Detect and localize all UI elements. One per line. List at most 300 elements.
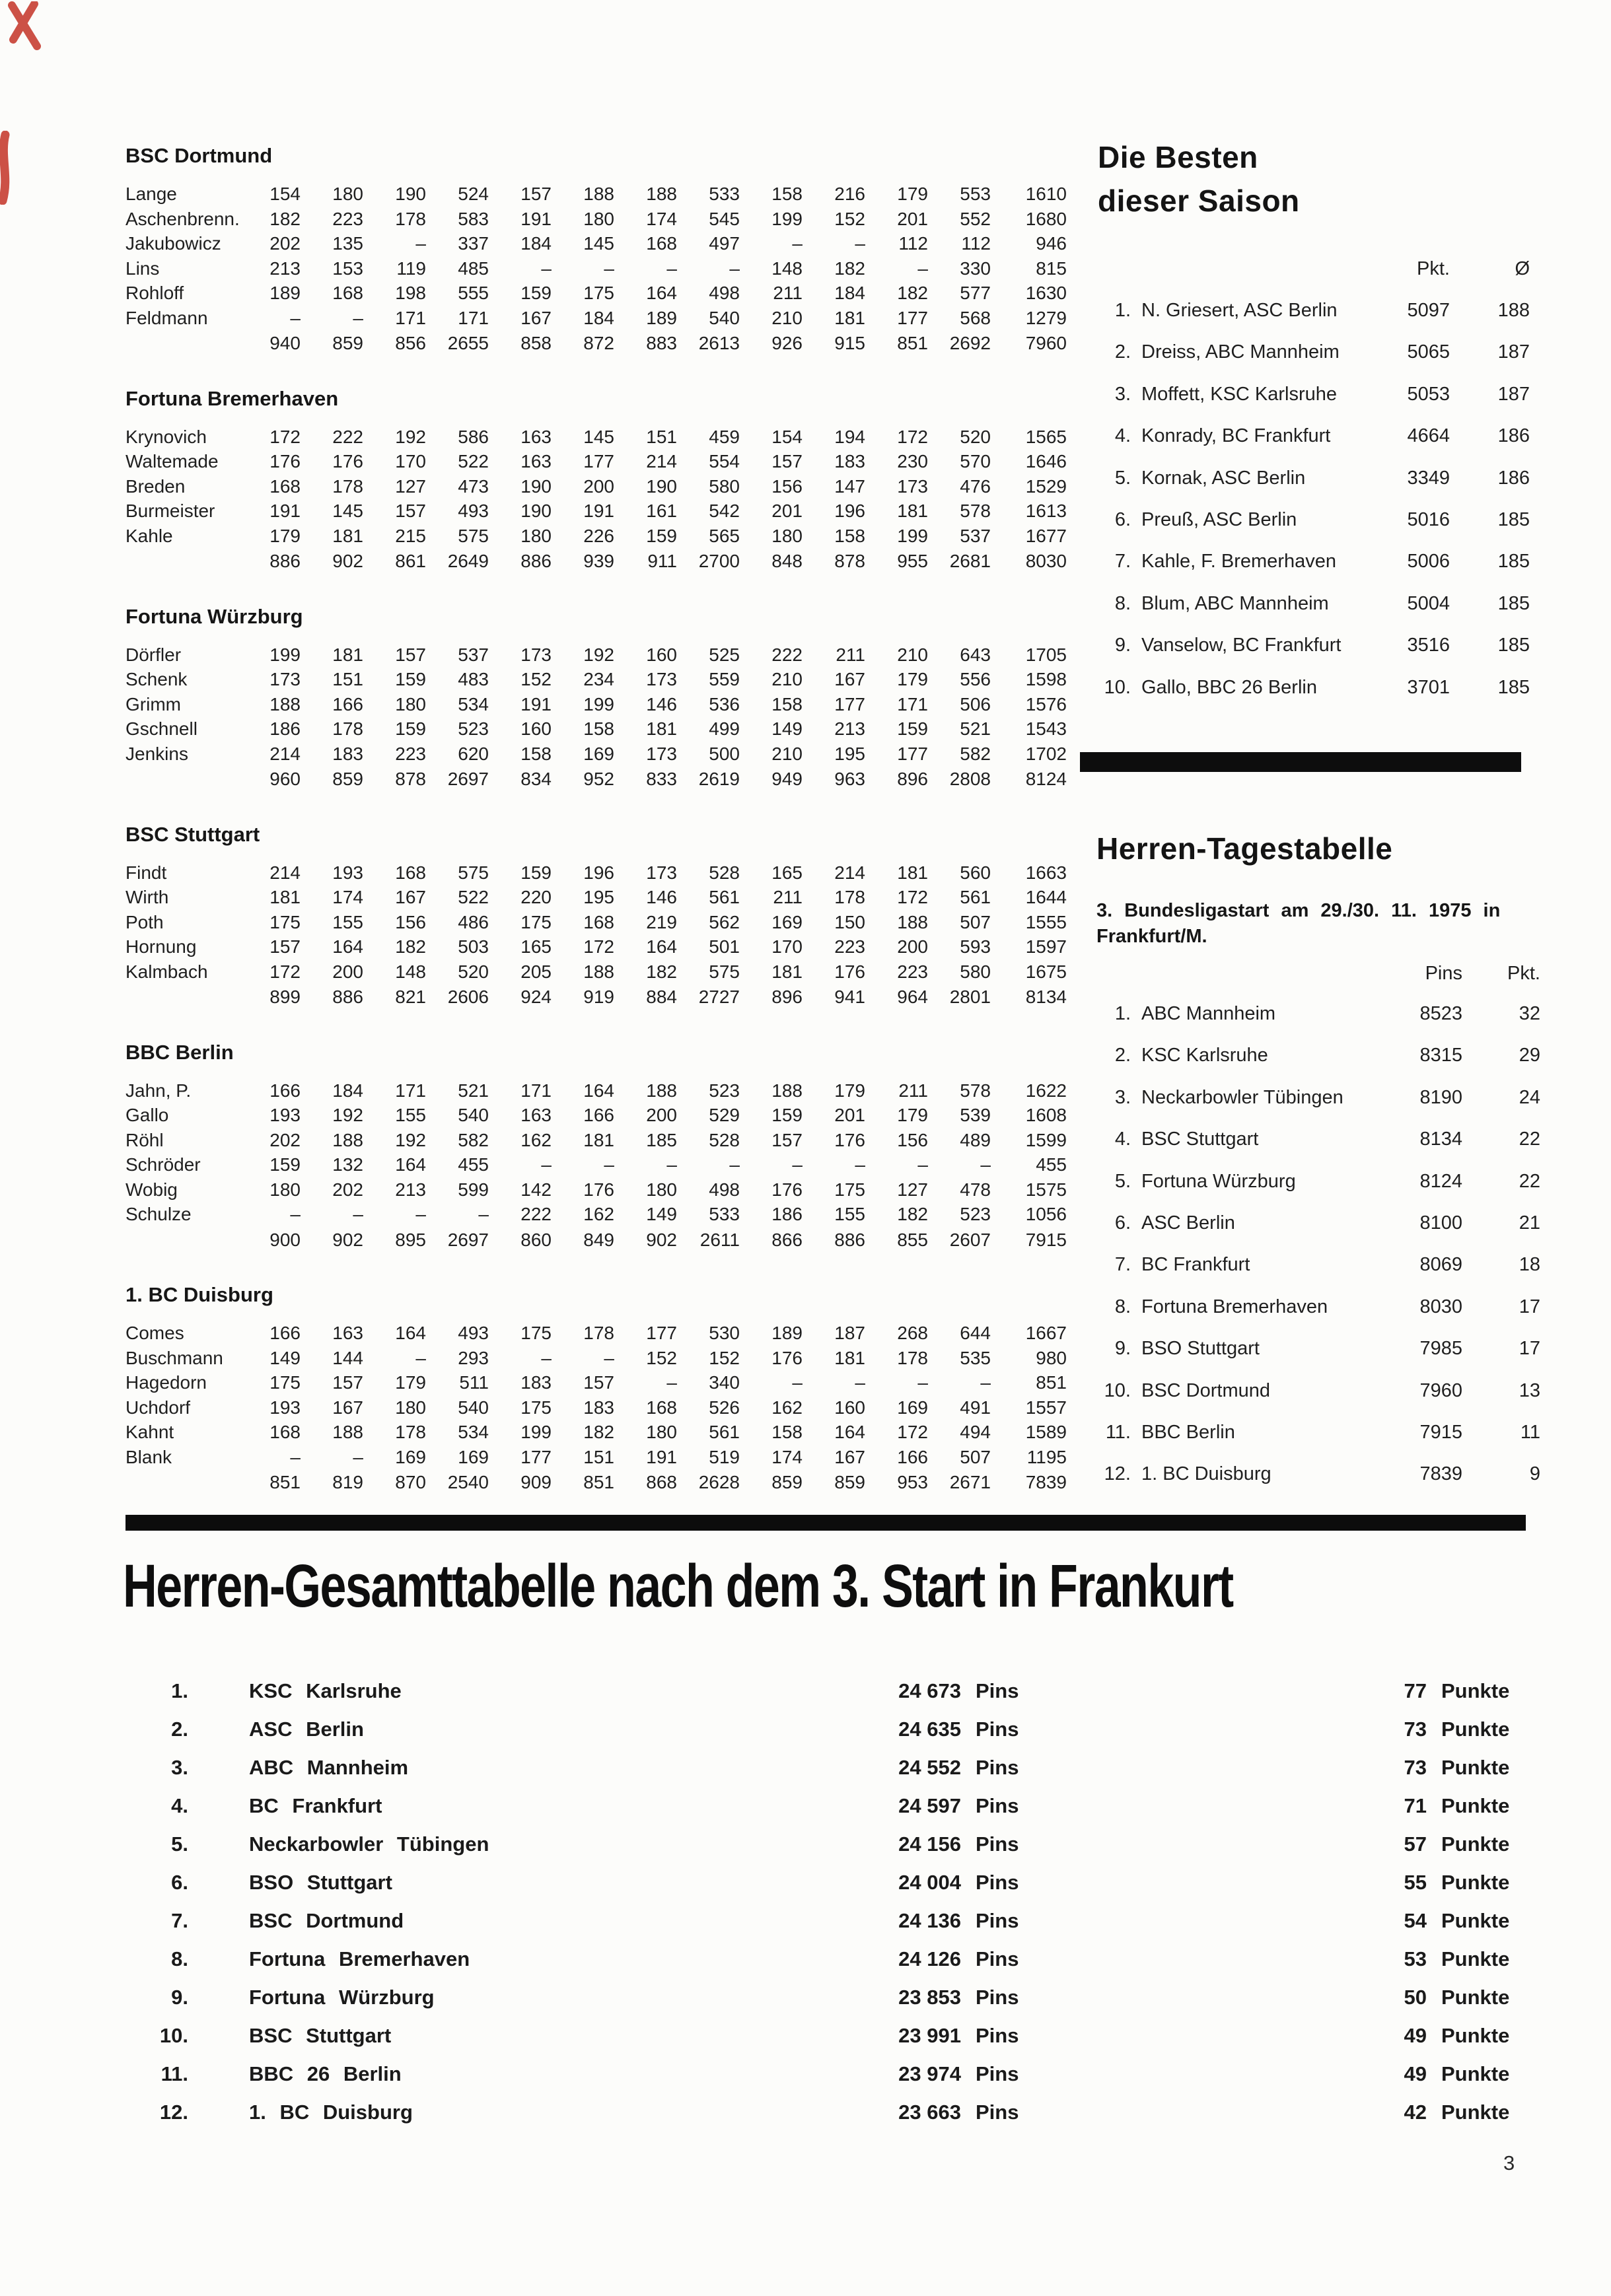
score-cell: 164	[646, 283, 677, 303]
score-cell: 171	[897, 693, 928, 714]
rank: 3.	[1114, 383, 1131, 405]
score-cell: 191	[269, 501, 301, 521]
score-cell: 152	[709, 1347, 740, 1368]
score-cell: 157	[269, 936, 301, 957]
score-cell: 211	[898, 1080, 928, 1101]
total-cell: 902	[646, 1229, 677, 1250]
score-cell: 1613	[1025, 501, 1067, 521]
score-cell: 158	[834, 525, 865, 546]
overall-table-title: Herren-Gesamttabelle nach dem 3. Start in Frankurt	[123, 1552, 1233, 1620]
player-name: Hagedorn	[125, 1372, 207, 1393]
score-cell: –	[415, 1347, 426, 1368]
score-cell: –	[855, 1372, 865, 1393]
score-cell: 498	[709, 283, 740, 303]
score-cell: 168	[646, 233, 677, 254]
player-name: Dörfler	[125, 644, 182, 665]
pins-value: 23 663	[898, 2101, 961, 2124]
score-cell: 145	[583, 233, 614, 254]
score-cell: 189	[771, 1323, 803, 1343]
score-cell: 580	[709, 475, 740, 497]
score-cell: 185	[646, 1129, 677, 1150]
score-cell: 195	[834, 743, 865, 764]
score-cell: 582	[458, 1129, 489, 1150]
pins-value: 24 004	[898, 1871, 961, 1894]
score-cell: 174	[332, 887, 363, 907]
total-cell: 909	[520, 1472, 552, 1492]
player-name: Schenk	[125, 669, 188, 689]
points-value: 5004	[1407, 592, 1450, 614]
score-cell: 182	[269, 208, 301, 229]
score-cell: 533	[709, 184, 740, 204]
total-cell: 886	[520, 551, 552, 571]
points-column-header: Pkt.	[1507, 963, 1540, 984]
team-title: BBC Berlin	[125, 1040, 234, 1064]
total-cell: 866	[771, 1229, 803, 1250]
total-cell: 859	[332, 769, 363, 789]
score-cell: 575	[458, 525, 489, 546]
score-cell: 191	[520, 208, 552, 229]
pins-value: 24 136	[898, 1909, 961, 1932]
score-cell: 213	[269, 258, 301, 279]
score-cell: 1529	[1025, 475, 1067, 497]
score-cell: 560	[960, 862, 991, 883]
rank: 12.	[159, 2101, 188, 2124]
player-row	[125, 910, 1083, 935]
total-cell: 878	[395, 769, 426, 789]
score-cell: 521	[458, 1080, 489, 1101]
punkte-label: Punkte	[1441, 1756, 1510, 1779]
pins-label: Pins	[976, 1909, 1019, 1932]
player-row	[125, 182, 1083, 207]
team-totals-row	[125, 1228, 1083, 1253]
score-cell: 555	[458, 283, 489, 303]
punkte-label: Punkte	[1441, 1832, 1510, 1856]
score-cell: 554	[709, 451, 740, 471]
best-player-row	[1089, 625, 1530, 666]
average-column-header: Ø	[1515, 258, 1530, 279]
score-cell: 494	[960, 1422, 991, 1442]
score-cell: 173	[897, 475, 928, 497]
subtitle-line-1: 3. Bundesligastart am 29./30. 11. 1975 in	[1096, 900, 1501, 921]
totals-spacer	[125, 985, 238, 1010]
team-block	[125, 1041, 1083, 1253]
total-cell: 8030	[1025, 551, 1067, 571]
score-cell: 189	[646, 307, 677, 328]
score-cell: 226	[583, 525, 614, 546]
score-cell: 216	[834, 184, 865, 204]
score-cell: 172	[897, 887, 928, 907]
score-cell: 193	[269, 1105, 301, 1125]
pins-label: Pins	[976, 1718, 1019, 1741]
player-row	[125, 499, 1083, 524]
day-table-row	[1089, 1412, 1540, 1453]
day-table-row	[1089, 993, 1540, 1035]
best-player-row	[1089, 331, 1530, 373]
team-results-column	[125, 144, 1083, 1526]
score-cell: 222	[771, 644, 803, 665]
player-and-club: Preuß, ASC Berlin	[1141, 508, 1297, 530]
score-cell: 159	[269, 1154, 301, 1175]
rank: 4.	[1114, 1129, 1131, 1150]
score-cell: 578	[960, 1080, 991, 1101]
score-cell: 1622	[1025, 1080, 1067, 1101]
score-cell: 214	[269, 862, 301, 883]
score-cell: 536	[709, 693, 740, 714]
score-cell: 127	[897, 1179, 928, 1200]
player-row	[125, 449, 1083, 474]
score-cell: 534	[458, 693, 489, 714]
score-cell: 1667	[1025, 1323, 1067, 1343]
score-cell: 199	[897, 525, 928, 546]
score-cell: 1646	[1025, 451, 1067, 471]
score-cell: –	[290, 1446, 301, 1467]
score-cell: 1705	[1025, 644, 1067, 665]
score-cell: 582	[960, 743, 991, 764]
pins-column-header: Pins	[1425, 963, 1462, 984]
score-cell: 156	[395, 911, 426, 932]
score-cell: 1663	[1025, 862, 1067, 883]
score-cell: 172	[897, 1422, 928, 1442]
player-name: Grimm	[125, 693, 181, 714]
total-cell: 896	[897, 769, 928, 789]
score-cell: 1675	[1025, 961, 1067, 982]
club-name: Fortuna Bremerhaven	[1141, 1296, 1328, 1317]
overall-row	[142, 1978, 1529, 2017]
pins-value: 8315	[1419, 1045, 1462, 1066]
score-cell: 561	[960, 887, 991, 907]
score-cell: 201	[897, 208, 928, 229]
pins-value: 24 126	[898, 1947, 961, 1970]
score-cell: 1680	[1025, 208, 1067, 229]
pins-value: 8069	[1419, 1254, 1462, 1276]
points-value: 18	[1519, 1254, 1540, 1276]
player-row	[125, 716, 1083, 742]
score-cell: 158	[583, 718, 614, 739]
score-cell: 1555	[1025, 911, 1067, 932]
score-cell: 1575	[1025, 1179, 1067, 1200]
score-cell: 199	[583, 693, 614, 714]
score-cell: 152	[646, 1347, 677, 1368]
score-cell: 523	[458, 718, 489, 739]
punkte-label: Punkte	[1441, 2062, 1510, 2085]
team-block	[125, 1283, 1083, 1495]
score-cell: 214	[269, 743, 301, 764]
score-cell: 172	[583, 936, 614, 957]
score-cell: 537	[960, 525, 991, 546]
player-row	[125, 1152, 1083, 1177]
score-cell: 491	[960, 1397, 991, 1418]
score-cell: 175	[520, 1397, 552, 1418]
total-cell: 902	[332, 1229, 363, 1250]
score-cell: 158	[520, 743, 552, 764]
pins-label: Pins	[976, 2024, 1019, 2047]
pins-value: 8100	[1419, 1212, 1462, 1234]
overall-row	[142, 1749, 1529, 1787]
score-cell: 202	[332, 1179, 363, 1200]
player-name: Feldmann	[125, 307, 208, 328]
club-name: Fortuna Würzburg	[1141, 1170, 1296, 1192]
score-cell: 153	[332, 258, 363, 279]
punkte-label: Punkte	[1441, 1947, 1510, 1970]
title-line-1: Die Besten	[1098, 140, 1258, 174]
rank: 1.	[171, 1679, 188, 1702]
score-cell: –	[478, 1204, 489, 1224]
pins-value: 8134	[1419, 1129, 1462, 1150]
overall-row	[142, 1825, 1529, 1863]
score-cell: 205	[520, 961, 552, 982]
club-name: BSC Stuttgart	[1141, 1129, 1259, 1150]
rank: 9.	[1114, 635, 1131, 656]
day-table-list	[1089, 993, 1540, 1496]
score-cell: 539	[960, 1105, 991, 1125]
player-name: Gschnell	[125, 718, 197, 739]
player-row	[125, 1078, 1083, 1103]
total-cell: 861	[395, 551, 426, 571]
player-name: Gallo	[125, 1105, 169, 1125]
score-cell: 214	[646, 451, 677, 471]
pins-value: 24 597	[898, 1794, 961, 1817]
day-table-row	[1089, 1453, 1540, 1495]
total-cell: 915	[834, 333, 865, 353]
score-cell: 1557	[1025, 1397, 1067, 1418]
score-cell: –	[917, 1372, 928, 1393]
total-cell: 886	[332, 987, 363, 1007]
score-cell: 163	[520, 426, 552, 447]
total-cell: 941	[834, 987, 865, 1007]
score-cell: 181	[332, 525, 363, 546]
punkte-label: Punkte	[1441, 1718, 1510, 1741]
score-cell: 172	[269, 961, 301, 982]
score-cell: 580	[960, 961, 991, 982]
score-cell: 528	[709, 1129, 740, 1150]
player-name: Uchdorf	[125, 1397, 191, 1418]
score-cell: 473	[458, 475, 489, 497]
punkte-label: Punkte	[1441, 1986, 1510, 2009]
pins-label: Pins	[976, 1832, 1019, 1856]
score-cell: 180	[583, 208, 614, 229]
score-cell: 182	[395, 936, 426, 957]
club-name: Fortuna Bremerhaven	[249, 1947, 470, 1970]
pins-value: 8190	[1419, 1086, 1462, 1108]
rank: 4.	[1114, 425, 1131, 447]
score-cell: 219	[646, 911, 677, 932]
score-cell: –	[980, 1372, 991, 1393]
score-cell: 177	[897, 743, 928, 764]
score-cell: 169	[395, 1446, 426, 1467]
score-cell: 199	[269, 644, 301, 665]
player-and-club: Moffett, KSC Karlsruhe	[1141, 383, 1338, 405]
player-row	[125, 959, 1083, 985]
score-cell: 520	[458, 961, 489, 982]
player-and-club: Dreiss, ABC Mannheim	[1141, 341, 1340, 363]
player-row	[125, 425, 1083, 450]
day-table-row	[1089, 1328, 1540, 1370]
score-cell: 183	[834, 451, 865, 471]
total-cell: 960	[269, 769, 301, 789]
club-name: ASC Berlin	[1141, 1212, 1235, 1234]
score-cell: 176	[332, 451, 363, 471]
day-table-row	[1089, 1035, 1540, 1076]
team-block	[125, 144, 1083, 356]
best-of-season-column-headers	[1089, 256, 1530, 282]
score-cell: 476	[960, 475, 991, 497]
score-cell: 182	[897, 1204, 928, 1224]
score-cell: 946	[1036, 233, 1067, 254]
score-cell: 180	[646, 1422, 677, 1442]
total-cell: 924	[520, 987, 552, 1007]
score-cell: 176	[771, 1179, 803, 1200]
best-player-row	[1089, 458, 1530, 499]
score-cell: 493	[458, 1323, 489, 1343]
average-value: 186	[1497, 425, 1530, 447]
score-cell: 119	[396, 258, 426, 279]
day-table-row	[1089, 1119, 1540, 1160]
score-cell: 181	[834, 307, 865, 328]
player-name: Burmeister	[125, 501, 215, 521]
player-row	[125, 231, 1083, 256]
day-table-row	[1089, 1161, 1540, 1202]
total-cell: 2649	[447, 551, 489, 571]
total-cell: 868	[646, 1472, 677, 1492]
score-cell: 160	[646, 644, 677, 665]
score-cell: 222	[520, 1204, 552, 1224]
total-cell: 855	[897, 1229, 928, 1250]
score-cell: 160	[834, 1397, 865, 1418]
club-name: BSC Dortmund	[1141, 1379, 1271, 1401]
score-cell: 202	[269, 233, 301, 254]
player-row	[125, 1445, 1083, 1470]
score-cell: 190	[520, 501, 552, 521]
score-cell: 159	[520, 862, 552, 883]
rank: 8.	[171, 1947, 188, 1970]
score-cell: 166	[332, 693, 363, 714]
points-value: 29	[1519, 1045, 1540, 1066]
score-cell: 181	[646, 718, 677, 739]
score-cell: 176	[771, 1347, 803, 1368]
score-cell: 540	[458, 1105, 489, 1125]
score-cell: 168	[583, 911, 614, 932]
points-value: 3349	[1407, 467, 1450, 489]
score-cell: 577	[960, 283, 991, 303]
rank: 5.	[1114, 467, 1131, 489]
total-cell: 953	[897, 1472, 928, 1492]
score-cell: 149	[646, 1204, 677, 1224]
total-cell: 899	[269, 987, 301, 1007]
score-cell: 222	[332, 426, 363, 447]
score-cell: 486	[458, 911, 489, 932]
score-cell: 499	[709, 718, 740, 739]
score-cell: 540	[458, 1397, 489, 1418]
points-value: 24	[1519, 1086, 1540, 1108]
totals-spacer	[125, 1470, 238, 1495]
total-cell: 870	[395, 1472, 426, 1492]
score-cell: 202	[269, 1129, 301, 1150]
total-cell: 2700	[698, 551, 740, 571]
score-cell: 815	[1036, 258, 1067, 279]
score-cell: –	[415, 233, 426, 254]
total-cell: 851	[583, 1472, 614, 1492]
score-cell: 165	[520, 936, 552, 957]
score-cell: –	[290, 1204, 301, 1224]
score-cell: 163	[520, 1105, 552, 1125]
score-cell: 173	[269, 669, 301, 689]
score-cell: 188	[771, 1080, 803, 1101]
score-cell: 523	[960, 1204, 991, 1224]
score-cell: 157	[583, 1372, 614, 1393]
club-name: BSC Stuttgart	[249, 2024, 392, 2047]
total-cell: 2628	[698, 1472, 740, 1492]
total-cell: 2655	[447, 333, 489, 353]
player-row	[125, 1321, 1083, 1346]
rank: 8.	[1114, 1296, 1131, 1317]
pins-label: Pins	[976, 1871, 1019, 1894]
score-cell: 146	[646, 693, 677, 714]
day-table-row	[1089, 1370, 1540, 1412]
score-cell: 181	[269, 887, 301, 907]
total-cell: 2606	[447, 987, 489, 1007]
player-and-club: Kornak, ASC Berlin	[1141, 467, 1306, 489]
rank: 11.	[161, 2062, 188, 2085]
score-cell: 459	[709, 426, 740, 447]
score-cell: 167	[520, 307, 552, 328]
player-and-club: Kahle, F. Bremerhaven	[1141, 551, 1336, 573]
score-cell: –	[541, 1347, 552, 1368]
score-cell: 519	[709, 1446, 740, 1467]
player-row	[125, 207, 1083, 232]
club-name: Neckarbowler Tübingen	[249, 1832, 489, 1856]
totals-spacer	[125, 1228, 238, 1253]
score-cell: 599	[458, 1179, 489, 1200]
total-cell: 919	[583, 987, 614, 1007]
score-cell: 146	[646, 887, 677, 907]
day-table-subtitle	[1096, 898, 1527, 950]
score-cell: 1589	[1025, 1422, 1067, 1442]
title-line-2: dieser Saison	[1098, 184, 1300, 218]
score-cell: 556	[960, 669, 991, 689]
score-cell: 223	[332, 208, 363, 229]
player-name: Comes	[125, 1323, 184, 1343]
score-cell: 167	[332, 1397, 363, 1418]
total-cell: 886	[269, 551, 301, 571]
player-row	[125, 667, 1083, 692]
total-cell: 955	[897, 551, 928, 571]
player-name: Schröder	[125, 1154, 201, 1175]
score-cell: 188	[583, 184, 614, 204]
rank: 1.	[1114, 1003, 1131, 1024]
score-cell: –	[792, 1372, 803, 1393]
score-cell: 503	[458, 936, 489, 957]
score-cell: 186	[771, 1204, 803, 1224]
points-value: 17	[1519, 1296, 1540, 1317]
total-cell: 859	[771, 1472, 803, 1492]
points-value: 21	[1519, 1212, 1540, 1234]
score-cell: 223	[834, 936, 865, 957]
player-row	[125, 1128, 1083, 1153]
score-cell: 157	[771, 451, 803, 471]
team-title: BSC Dortmund	[125, 144, 273, 167]
punkte-label: Punkte	[1441, 1794, 1510, 1817]
team-totals-row	[125, 331, 1083, 356]
average-value: 185	[1497, 676, 1530, 698]
team-block	[125, 823, 1083, 1010]
team-totals-row	[125, 767, 1083, 792]
score-cell: 213	[834, 718, 865, 739]
score-cell: 169	[771, 911, 803, 932]
score-cell: 174	[771, 1446, 803, 1467]
score-cell: –	[353, 1204, 363, 1224]
score-cell: 220	[520, 887, 552, 907]
best-of-season-title	[1098, 135, 1530, 223]
